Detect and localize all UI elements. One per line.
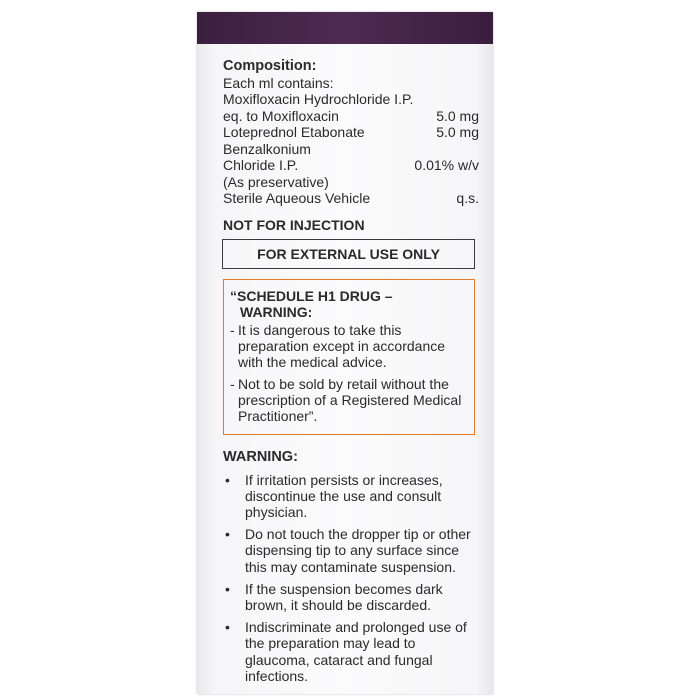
composition-line xyxy=(223,141,479,158)
composition-line xyxy=(223,124,479,141)
schedule-item xyxy=(230,322,466,370)
schedule-title-line1: “SCHEDULE H1 DRUG – xyxy=(230,288,393,304)
bullet-icon: • xyxy=(225,580,230,597)
ingredient-name: Sterile Aqueous Vehicle xyxy=(223,190,371,206)
ingredient-name: eq. to Moxifloxacin xyxy=(223,107,339,124)
warning-item xyxy=(223,526,479,575)
bullet-icon: • xyxy=(225,471,230,488)
ingredient-amount: 5.0 mg xyxy=(436,107,479,124)
warning-item xyxy=(223,581,479,613)
schedule-title xyxy=(230,288,466,320)
ingredient-amount: 5.0 mg xyxy=(436,124,479,140)
warning-item-text: Do not touch the dropper tip or other dispensing tip to any surface since this may contaminate suspension. xyxy=(245,526,471,575)
bullet-icon: • xyxy=(225,619,230,636)
schedule-item-text: It is dangerous to take this preparation except in accordance with the medical advice. xyxy=(238,322,446,370)
schedule-item xyxy=(230,376,466,424)
external-use-text: FOR EXTERNAL USE ONLY xyxy=(257,245,440,262)
composition-line xyxy=(223,174,479,191)
bullet-icon: • xyxy=(225,526,230,543)
warning-item-text: If irritation persists or increases, discontinue the use and consult physician. xyxy=(245,471,443,520)
ingredient-amount: q.s. xyxy=(456,190,479,206)
ingredient-name: Moxifloxacin Hydrochloride I.P. xyxy=(223,91,414,107)
warning-list xyxy=(223,472,479,684)
composition-heading: Composition: xyxy=(223,58,317,74)
dash-marker: - xyxy=(230,376,235,392)
ingredient-name: Loteprednol Etabonate xyxy=(223,124,365,140)
composition-line xyxy=(223,157,479,174)
composition-line xyxy=(223,91,479,108)
ingredient-amount: 0.01% w/v xyxy=(414,157,479,173)
warning-heading: WARNING: xyxy=(223,449,298,465)
carton-panel xyxy=(197,12,493,694)
external-use-box xyxy=(222,239,475,269)
composition-intro: Each ml contains: xyxy=(223,74,334,91)
schedule-title-line2: WARNING: xyxy=(240,304,313,320)
composition-line xyxy=(223,190,479,207)
warning-item xyxy=(223,619,479,684)
label-content xyxy=(223,58,479,690)
schedule-item-text: Not to be sold by retail without the prescription of a Registered Medical Practitioner”. xyxy=(238,376,462,424)
ingredient-name: Chloride I.P. xyxy=(223,157,299,173)
ingredient-name: Benzalkonium xyxy=(223,140,311,157)
schedule-h1-box xyxy=(223,279,475,435)
purple-top-band xyxy=(197,12,493,44)
ingredient-name: (As preservative) xyxy=(223,173,329,190)
warning-item-text: If the suspension becomes dark brown, it should be discarded. xyxy=(245,580,443,613)
composition-line xyxy=(223,108,479,125)
warning-item-text: Indiscriminate and prolonged use of the preparation may lead to glaucoma, cataract and fungal infections. xyxy=(245,619,467,684)
dash-marker: - xyxy=(230,322,235,338)
warning-item xyxy=(223,472,479,521)
not-for-injection-text: NOT FOR INJECTION xyxy=(223,216,365,233)
